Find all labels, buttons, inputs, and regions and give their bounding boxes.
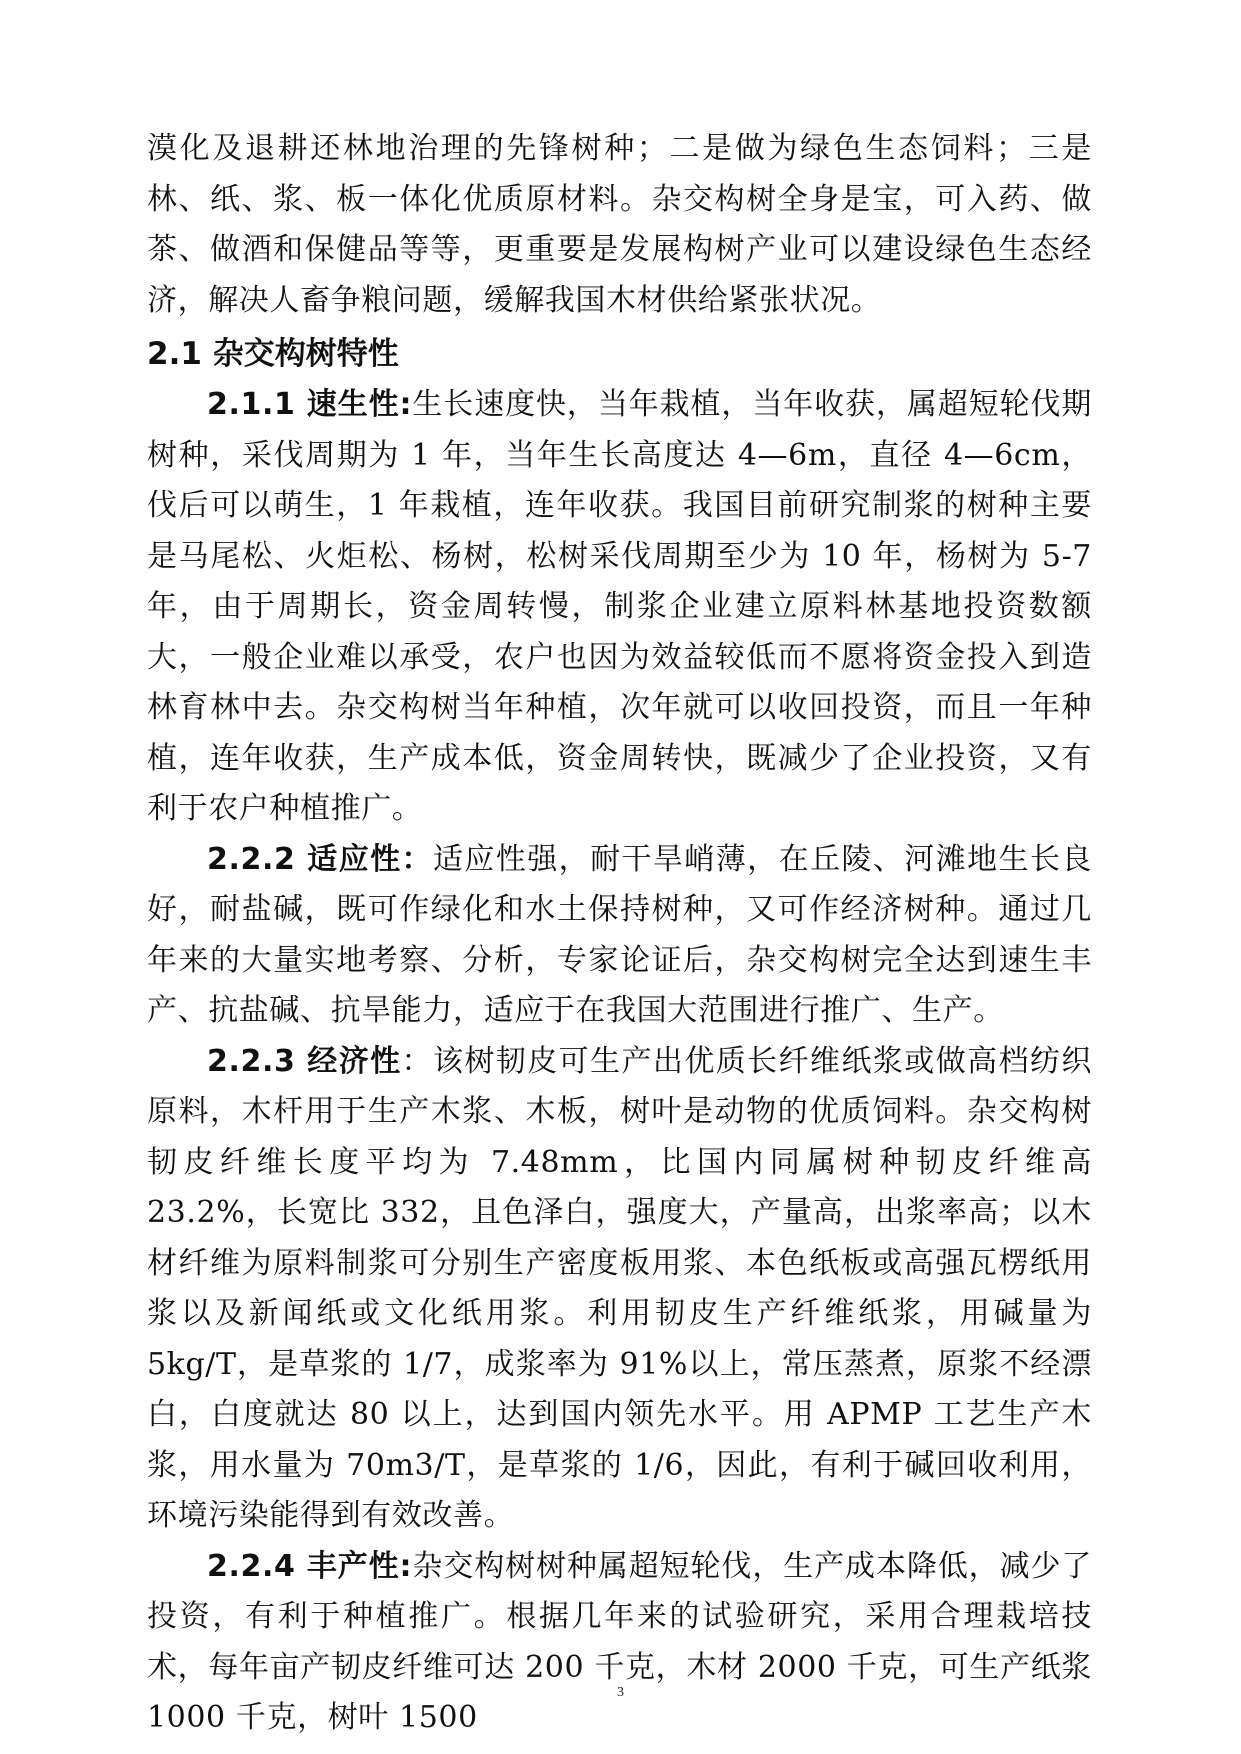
item-label-growth: 2.1.1 速生性: [207,387,413,422]
intro-paragraph: 漠化及退耕还林地治理的先锋树种；二是做为绿色生态饲料；三是林、纸、浆、板一体化优质原材料。杂交构树全身是宝，可入药、做茶、做酒和保健品等等，更重要是发展构树产业可以建设绿色生态经济，解决人畜争粮问题，缓解我国木材供给紧张状况。 [147,131,1092,318]
item-text-adaptability: 适应性强，耐干旱峭薄，在丘陵、河滩地生长良好，耐盐碱，既可作绿化和水土保持树种，又可作经济树种。通过几年来的大量实地考察、分析，专家论证后，杂交构树完全达到速生丰产、抗盐碱、抗旱能力，适应于在我国大范围进行推广、生产。 [147,841,1092,1028]
item-label-economy: 2.2.3 经济性 [207,1043,402,1079]
item-paragraph-yield [147,1542,1092,1744]
page-number: 3 [617,1685,624,1700]
item-text-growth: 生长速度快，当年栽植，当年收获，属超短轮伐期树种，采伐周期为 1 年，当年生长高度达 4—6m，直径 4—6cm，伐后可以萌生，1 年栽植，连年收获。我国目前研究制浆的树种主要是马尾松、火炬松、杨树，松树采伐周期至少为 10 年，杨树为 5-7 年，由于周期长，资金周转慢，制浆企业建立原料林基地投资数额大，一般企业难以承受，农户也因为效益较低而不愿将资金投入到造林育林中去。杂交构树当年种植，次年就可以收回投资，而且一年种植，连年收获，生产成本低，资金周转快，既减少了企业投资，又有利于农户种植推广。 [147,387,1092,826]
item-text-yield: 杂交构树树种属超短轮伐，生产成本降低，减少了投资，有利于种植推广。根据几年来的试验研究，采用合理栽培技术，每年亩产韧皮纤维可达 200 千克，木材 2000 千克，可生产纸浆 1000 千克，树叶 1500 [147,1548,1092,1735]
page-content [147,124,1092,1744]
item-paragraph-growth [147,380,1092,835]
item-label-adaptability: 2.2.2 适应性： [207,841,433,877]
section-heading: 2.1 杂交构树特性 [147,336,399,372]
item-paragraph-adaptability [147,835,1092,1037]
item-paragraph-economy [147,1037,1092,1542]
item-text-economy: ：该树韧皮可生产出优质长纤维纸浆或做高档纺织原料，木杆用于生产木浆、木板，树叶是动物的优质饲料。杂交构树韧皮纤维长度平均为 7.48mm，比国内同属树种韧皮纤维高 23.2%，长宽比 332，且色泽白，强度大，产量高，出浆率高；以木材纤维为原料制浆可分别生产密度板用浆、本色纸板或高强瓦楞纸用浆以及新闻纸或文化纸用浆。利用韧皮生产纤维纸浆，用碱量为 5kg/T，是草浆的 1/7，成浆率为 91%以上，常压蒸煮，原浆不经漂白，白度就达 80 以上，达到国内领先水平。用 APMP 工艺生产木浆，用水量为 70m3/T，是草浆的 1/6，因此，有利于碱回收利用，环境污染能得到有效改善。 [147,1043,1092,1533]
item-label-yield: 2.2.4 丰产性: [207,1548,413,1584]
